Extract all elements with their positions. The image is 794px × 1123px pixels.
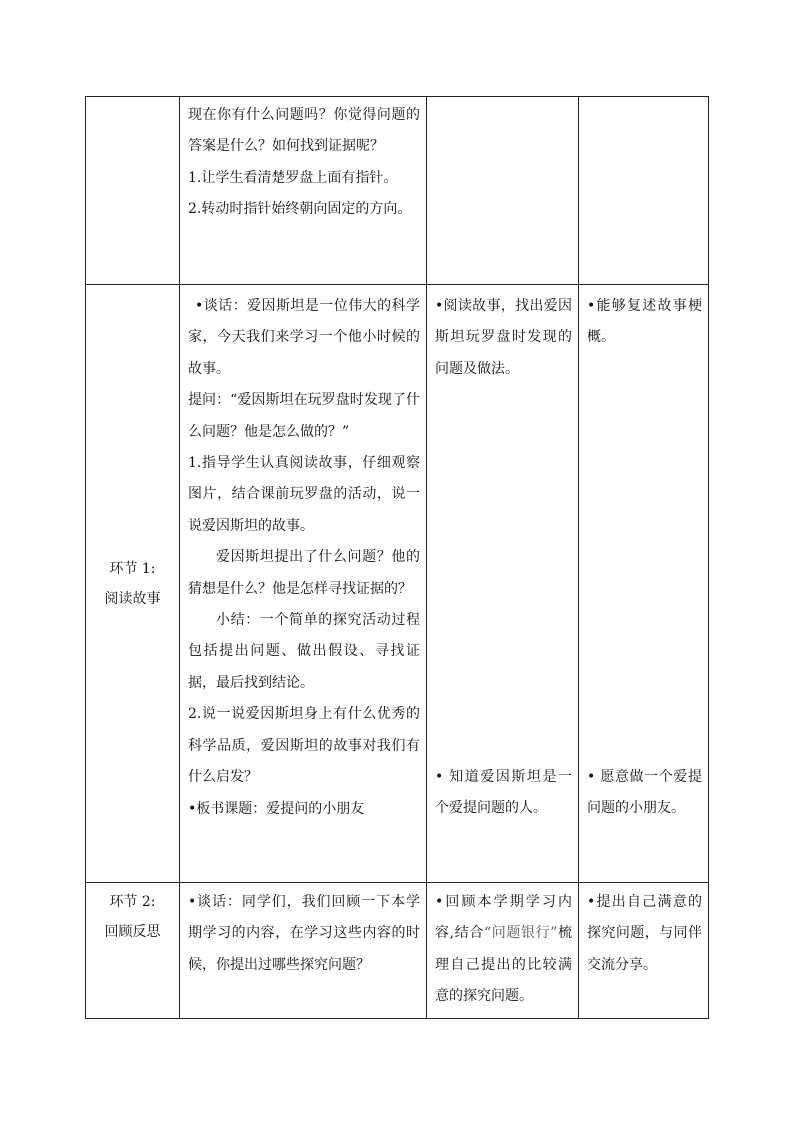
student-text: • 知道爱因斯坦是一个爱提问题的人。 xyxy=(435,769,572,817)
goal-text: • 愿意做一个爱提问题的小朋友。 xyxy=(587,769,702,817)
stage-number: 环节 1: xyxy=(109,560,156,577)
goal-cell xyxy=(579,883,709,1019)
teacher-text: •谈话：同学们，我们回顾一下本学期学习的内容，在学习这些内容的时候，你提出过哪些探究问题？ xyxy=(188,894,420,973)
lesson-plan-table xyxy=(85,96,709,1019)
stage-cell xyxy=(86,883,180,1019)
goal-cell xyxy=(579,285,709,883)
teacher-text: 1.让学生看清楚罗盘上面有指针。 xyxy=(188,169,398,186)
teacher-text: •板书课题：爱提问的小朋友 xyxy=(188,800,365,817)
goal-text: •能够复述故事梗概。 xyxy=(587,298,702,346)
goal-cell xyxy=(579,97,709,285)
teacher-text: 1.指导学生认真阅读故事，仔细观察图片，结合课前玩罗盘的活动，说一说爱因斯坦的故事。 xyxy=(188,455,420,534)
teacher-activity-cell xyxy=(180,883,427,1019)
stage-title: 阅读故事 xyxy=(104,590,161,607)
teacher-activity-cell xyxy=(180,97,427,285)
teacher-text: 现在你有什么问题吗？你觉得问题的答案是什么？如何找到证据呢？ xyxy=(188,107,420,155)
student-activity-cell xyxy=(427,285,579,883)
student-text xyxy=(435,887,572,1013)
teacher-activity-cell xyxy=(180,285,427,883)
student-text-suffix: 梳理自己提出的比较满意的探究问题。 xyxy=(435,925,572,1005)
student-text-prefix: •回顾本学期学习内容,结合 xyxy=(435,894,572,942)
stage-number: 环节 2: xyxy=(109,894,156,910)
table-row xyxy=(86,97,709,285)
teacher-text: •谈话：爱因斯坦是一位伟大的科学家，今天我们来学习一个他小时候的故事。 xyxy=(188,298,420,377)
teacher-text: 2.说一说爱因斯坦身上有什么优秀的科学品质，爱因斯坦的故事对我们有什么启发？ xyxy=(188,706,420,786)
stage-cell xyxy=(86,285,180,883)
stage-cell xyxy=(86,97,180,285)
teacher-text: 2.转动时指针始终朝向固定的方向。 xyxy=(188,201,412,218)
table-row xyxy=(86,883,709,1019)
question-bank-quote: “问题银行” xyxy=(483,925,558,942)
student-activity-cell xyxy=(427,883,579,1019)
stage-title: 回顾反思 xyxy=(104,924,161,940)
table-row xyxy=(86,285,709,883)
teacher-text: 爱因斯坦提出了什么问题？他的猜想是什么？他是怎样寻找证据的？ xyxy=(188,549,420,597)
teacher-text: 提问：“爱因斯坦在玩罗盘时发现了什么问题？他是怎么做的？” xyxy=(188,392,420,440)
teacher-text: 小结：一个简单的探究活动过程包括提出问题、做出假设、寻找证据，最后找到结论。 xyxy=(188,612,420,691)
student-text: •阅读故事，找出爱因斯坦玩罗盘时发现的问题及做法。 xyxy=(435,298,572,377)
student-activity-cell xyxy=(427,97,579,285)
goal-text: •提出自己满意的探究问题，与同伴交流分享。 xyxy=(587,894,702,973)
